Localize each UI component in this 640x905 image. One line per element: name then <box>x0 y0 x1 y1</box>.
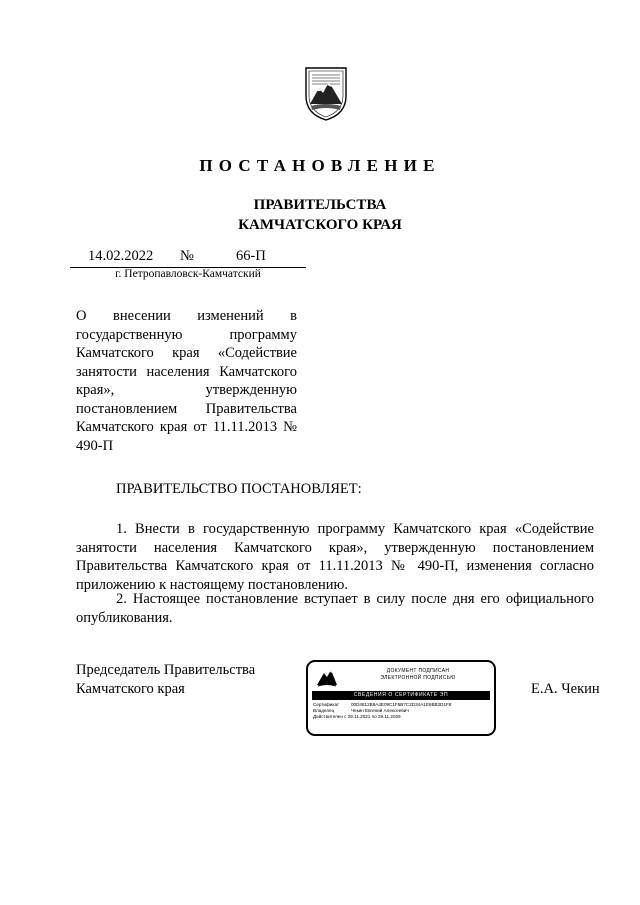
registration-row <box>70 248 306 268</box>
number-sign: № <box>180 248 194 264</box>
document-subject: О внесении изменений в государственную программу Камчатского края «Содействие занятости населения Камчатского края», утвержденную постановлением Правительства Камчатского края от 11.11.2013 № 490-П <box>76 308 297 454</box>
stamp-title-line-2: ЭЛЕКТРОННОЙ ПОДПИСЬЮ <box>380 675 456 681</box>
document-number: 66-П <box>236 248 266 264</box>
signer-name: Е.А. Чекин <box>531 681 600 697</box>
signer-position-line-1: Председатель Правительства <box>76 662 256 678</box>
signer-position <box>76 661 255 699</box>
signer-position-line-2: Камчатского края <box>76 681 185 697</box>
resolution-heading: ПРАВИТЕЛЬСТВО ПОСТАНОВЛЯЕТ: <box>116 481 362 497</box>
stamp-title <box>348 668 488 682</box>
stamp-row-validity <box>313 714 491 720</box>
paragraph-1: 1. Внести в государственную программу Камчатского края «Содействие занятости населения Камчатского края», утвержденную постановлением Правительства Камчатского края от 11.11.2013 № 490-П, изменения согласно приложению к настоящему постановлению. <box>76 521 594 593</box>
owner-label: Владелец <box>313 708 335 713</box>
issuing-authority <box>0 195 640 235</box>
coat-of-arms-emblem <box>302 66 350 122</box>
stamp-emblem-icon <box>316 667 338 687</box>
stamp-title-line-1: ДОКУМЕНТ ПОДПИСАН <box>386 668 450 674</box>
document-date: 14.02.2022 <box>88 248 154 264</box>
authority-line-1: ПРАВИТЕЛЬСТВА <box>253 197 387 213</box>
certificate-label: Сертификат <box>313 702 340 707</box>
stamp-details <box>313 702 491 720</box>
certificate-value: 00D4812B9A4E09C1F5B7C2D34A1E6BB2D1F8 <box>351 702 452 707</box>
electronic-signature-stamp <box>306 660 496 736</box>
authority-line-2: КАМЧАТСКОГО КРАЯ <box>238 217 402 233</box>
owner-value: Чекин Евгений Алексеевич <box>351 708 409 713</box>
document-type-title: ПОСТАНОВЛЕНИЕ <box>199 156 441 175</box>
validity-value: Действителен с 29.11.2021 по 29.11.2029 <box>313 714 401 719</box>
paragraph-2: 2. Настоящее постановление вступает в силу после дня его официального опубликования. <box>76 591 594 626</box>
stamp-band: СВЕДЕНИЯ О СЕРТИФИКАТЕ ЭП <box>312 691 490 700</box>
issue-city: г. Петропавловск-Камчатский <box>115 268 261 280</box>
